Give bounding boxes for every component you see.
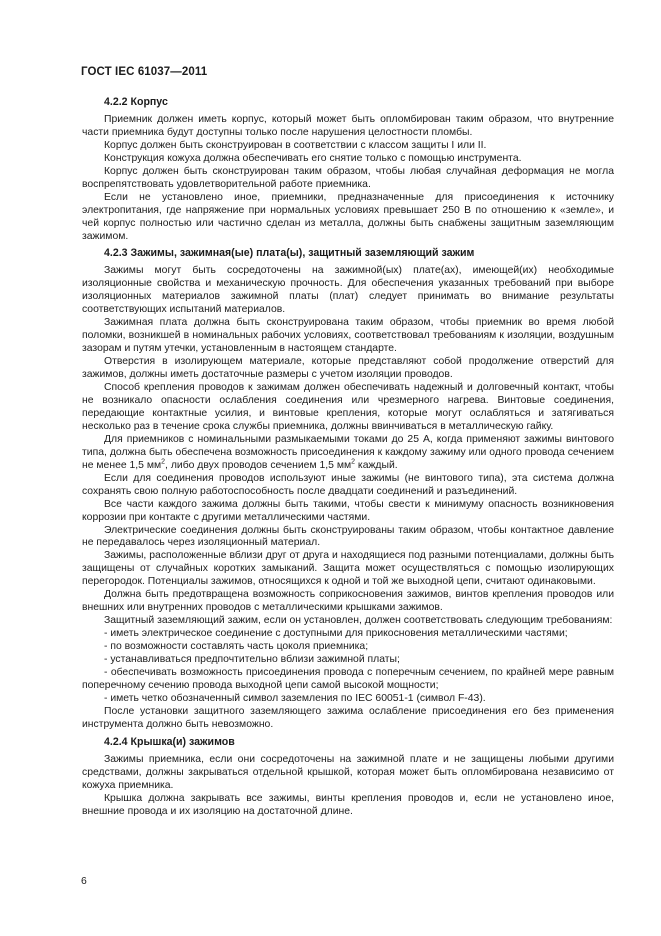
section-heading: 4.2.4 Крышка(и) зажимов [104, 735, 235, 748]
superscript: 2 [161, 458, 166, 466]
superscript: 2 [351, 458, 356, 466]
paragraph: Защитный заземляющий зажим, если он установлен, должен соответствовать следующим требованиям: [104, 615, 613, 627]
paragraph: - по возможности составлять часть цоколя приемника; [104, 641, 369, 653]
page-number: 6 [81, 876, 87, 887]
paragraph: Способ крепления проводов к зажимам должен обеспечивать надежный и долговечный контакт, чтобы не возникало опасности ослабления соединения или чрезмерного нагрева. Винтовые соединения, передающие контактные усилия, и винтовые крепления, которые могут ослабляться и затягиваться несколько раз в течение срока службы приемника, должны ввинчиваться в металлическую гайку. [82, 382, 614, 432]
paragraph: - иметь четко обозначенный символ заземления по IEC 60051-1 (символ F-43). [104, 692, 486, 704]
paragraph: - устанавливаться предпочтительно вблизи зажимной платы; [104, 654, 400, 666]
paragraph: Все части каждого зажима должны быть такими, чтобы свести к минимуму опасность возникновения коррозии при контакте с другими металлическими частями. [82, 498, 614, 523]
paragraph: Зажимы, расположенные вблизи друг от друга и находящиеся под разными потенциалами, должны быть защищены от случайных коротких замыканий. Защита может осуществляться с помощью изолирующих перегородок. Потенциалы зажимов, относящихся к одной и той же выходной цепи, считают одинаковыми. [82, 550, 614, 588]
section-heading: 4.2.3 Зажимы, зажимная(ые) плата(ы), защитный заземляющий зажим [104, 247, 475, 260]
section-heading: 4.2.2 Корпус [104, 96, 168, 108]
paragraph: Если для соединения проводов используют иные зажимы (не винтового типа), эта система должна сохранять свою полную работоспособность после двадцати соединений и разъединений. [82, 472, 614, 497]
paragraph: После установки защитного заземляющего зажима ослабление присоединения его без применения инструмента должно быть невозможно. [82, 705, 614, 730]
paragraph: Корпус должен быть сконструирован в соответствии с классом защиты I или II. [104, 139, 487, 151]
paragraph: - иметь электрическое соединение с доступными для прикосновения металлическими частями; [104, 628, 568, 640]
paragraph: Электрические соединения должны быть сконструированы таким образом, чтобы контактное давление не передавалось через изоляционный материал. [82, 524, 614, 549]
paragraph: - обеспечивать возможность присоединения провода с поперечным сечением, по крайней мере равным поперечному сечению провода выходной цепи самой высокой мощности; [82, 666, 614, 691]
paragraph [82, 434, 614, 473]
paragraph: Зажимы могут быть сосредоточены на зажимной(ых) плате(ах), имеющей(их) необходимые изоляционные свойства и механическую прочность. Для обеспечения указанных требований при выборе изоляционных материалов зажимной платы (плат) следует принимать во внимание результаты соответствующих испытаний материалов. [82, 265, 614, 316]
paragraph: Приемник должен иметь корпус, который может быть опломбирован таким образом, что внутренние части приемника будут доступны только после нарушения целостности пломбы. [82, 113, 614, 138]
paragraph: Если не установлено иное, приемники, предназначенные для присоединения к источнику электропитания, где напряжение при нормальных условиях превышает 250 В по отношению к «земле», и чей корпус полностью или частично сделан из металла, должны быть снабжены защитным заземляющим зажимом. [82, 191, 614, 242]
paragraph: Зажимы приемника, если они сосредоточены на зажимной плате и не защищены любыми другими средствами, должны закрываться отдельной крышкой, которая может быть опломбирована независимо от кожуха приемника. [82, 753, 614, 791]
paragraph: Конструкция кожуха должна обеспечивать его снятие только с помощью инструмента. [104, 152, 522, 164]
paragraph: Должна быть предотвращена возможность соприкосновения зажимов, винтов крепления проводов или внешних или внутренних проводов с металлическими крышками зажимов. [82, 589, 614, 614]
paragraph: Корпус должен быть сконструирован таким образом, чтобы любая случайная деформация не могла воспрепятствовать удовлетворительной работе приемника. [82, 165, 614, 190]
paragraph: Отверстия в изолирующем материале, которые представляют собой продолжение отверстий для зажимов, должны иметь достаточные размеры с учетом изоляции проводов. [82, 356, 614, 381]
paragraph-fragment: , либо двух проводов сечением 1,5 мм [165, 459, 352, 471]
paragraph: Зажимная плата должна быть сконструирована таким образом, чтобы приемник во время любой поломки, возникшей в номинальных рабочих условиях, соответствовал требованиям к изоляции, воздушным зазорам и путям утечки, установленным в настоящем стандарте. [82, 317, 614, 355]
paragraph-fragment: каждый. [355, 459, 398, 471]
paragraph: Крышка должна закрывать все зажимы, винты крепления проводов и, если не установлено иное, внешние провода и их изоляцию на достаточной длине. [82, 792, 614, 817]
document-body [82, 96, 614, 818]
paragraph-fragment: Для приемников с номинальными размыкаемыми токами до 25 А, когда применяют зажимы винтового типа, должна быть обеспечена возможность присоединения к каждому зажиму или одного провода сечением не менее 1,5 мм [82, 433, 614, 471]
document-header: ГОСТ IEC 61037—2011 [81, 66, 208, 78]
